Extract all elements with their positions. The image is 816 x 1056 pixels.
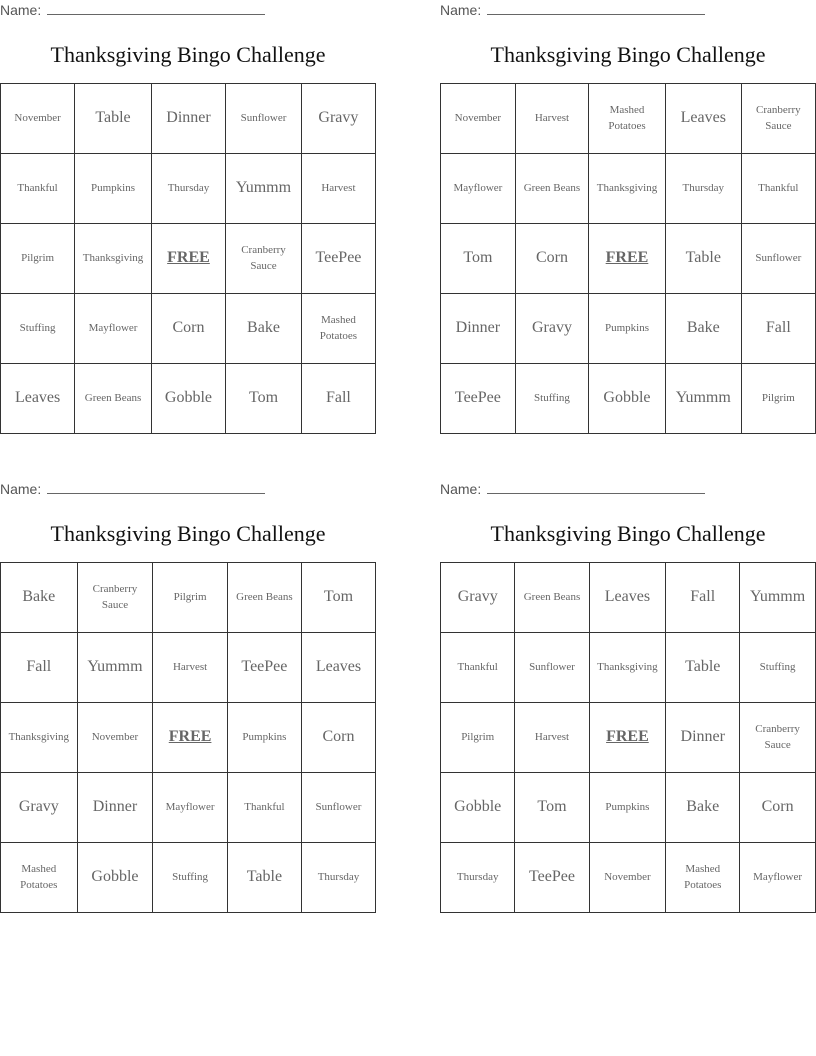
bingo-free-space[interactable]: FREE	[153, 703, 228, 773]
bingo-cell[interactable]: Gravy	[1, 773, 78, 843]
name-label: Name:	[440, 481, 482, 497]
bingo-cell[interactable]: Gobble	[589, 364, 666, 434]
bingo-cell[interactable]: Table	[75, 84, 152, 154]
bingo-row	[441, 84, 816, 154]
bingo-cell[interactable]: Gobble	[77, 843, 153, 913]
bingo-cell[interactable]: TeePee	[301, 224, 375, 294]
bingo-cell[interactable]: TeePee	[227, 633, 301, 703]
bingo-cell[interactable]: Thankful	[1, 154, 75, 224]
bingo-cell[interactable]: Bake	[666, 773, 740, 843]
bingo-cell[interactable]: Gravy	[301, 84, 375, 154]
bingo-free-space[interactable]: FREE	[151, 224, 225, 294]
bingo-cell[interactable]: Tom	[226, 364, 302, 434]
bingo-cell[interactable]: TeePee	[515, 843, 589, 913]
bingo-row	[1, 154, 376, 224]
bingo-row	[1, 364, 376, 434]
bingo-cell[interactable]: Thanksgiving	[75, 224, 152, 294]
bingo-cell[interactable]: Leaves	[589, 563, 666, 633]
bingo-cell[interactable]: Thursday	[301, 843, 375, 913]
bingo-cell[interactable]: Table	[227, 843, 301, 913]
bingo-cell[interactable]: Mashed Potatoes	[1, 843, 78, 913]
bingo-cell[interactable]: Stuffing	[740, 633, 816, 703]
bingo-cell[interactable]: Corn	[740, 773, 816, 843]
bingo-cell[interactable]: Mayflower	[75, 294, 152, 364]
bingo-cell[interactable]: Pumpkins	[589, 294, 666, 364]
bingo-cell[interactable]: Pumpkins	[227, 703, 301, 773]
bingo-cell[interactable]: Green Beans	[515, 563, 589, 633]
bingo-cell[interactable]: Thankful	[741, 154, 815, 224]
name-blank-line[interactable]	[487, 479, 705, 494]
bingo-row	[441, 294, 816, 364]
bingo-cell[interactable]: Mashed Potatoes	[589, 84, 666, 154]
bingo-cell[interactable]: Table	[666, 633, 740, 703]
bingo-cell[interactable]: Sunflower	[301, 773, 375, 843]
bingo-cell[interactable]: Fall	[1, 633, 78, 703]
bingo-cell[interactable]: Corn	[515, 224, 588, 294]
bingo-row	[441, 703, 816, 773]
bingo-row	[441, 843, 816, 913]
bingo-row	[1, 843, 376, 913]
card-title: Thanksgiving Bingo Challenge	[50, 42, 326, 67]
bingo-cell[interactable]: Tom	[515, 773, 589, 843]
bingo-cell[interactable]: Cranberry Sauce	[226, 224, 302, 294]
bingo-cell[interactable]: Mayflower	[441, 154, 516, 224]
bingo-cell[interactable]: Pilgrim	[441, 703, 515, 773]
bingo-cell[interactable]: Bake	[1, 563, 78, 633]
bingo-cell[interactable]: Fall	[666, 563, 740, 633]
bingo-cell[interactable]: Tom	[441, 224, 516, 294]
bingo-cell[interactable]: Gravy	[441, 563, 515, 633]
card-title: Thanksgiving Bingo Challenge	[490, 42, 766, 67]
bingo-cell[interactable]: Mayflower	[740, 843, 816, 913]
bingo-cell[interactable]: Corn	[151, 294, 225, 364]
bingo-cell[interactable]: Thursday	[441, 843, 515, 913]
bingo-cell[interactable]: November	[441, 84, 516, 154]
name-label: Name:	[0, 2, 42, 18]
bingo-cell[interactable]: Leaves	[301, 633, 375, 703]
bingo-cell[interactable]: Dinner	[441, 294, 516, 364]
bingo-row	[1, 703, 376, 773]
bingo-cell[interactable]: Bake	[665, 294, 741, 364]
bingo-cell[interactable]: Mashed Potatoes	[301, 294, 375, 364]
bingo-cell[interactable]: Gravy	[515, 294, 588, 364]
bingo-row	[1, 633, 376, 703]
bingo-cell[interactable]: Thanksgiving	[589, 633, 666, 703]
name-field[interactable]	[440, 0, 705, 20]
bingo-cell[interactable]: Sunflower	[741, 224, 815, 294]
bingo-cell[interactable]: Harvest	[301, 154, 375, 224]
bingo-cell[interactable]: November	[1, 84, 75, 154]
bingo-cell[interactable]: Cranberry Sauce	[741, 84, 815, 154]
name-field[interactable]	[0, 0, 265, 20]
bingo-cell[interactable]: Thanksgiving	[1, 703, 78, 773]
bingo-cell[interactable]: Thursday	[151, 154, 225, 224]
bingo-cell[interactable]: Cranberry Sauce	[740, 703, 816, 773]
bingo-cell[interactable]: Bake	[226, 294, 302, 364]
bingo-cell[interactable]: Tom	[301, 563, 375, 633]
bingo-cell[interactable]: Stuffing	[153, 843, 228, 913]
bingo-cell[interactable]: Green Beans	[515, 154, 588, 224]
bingo-cell[interactable]: Pilgrim	[1, 224, 75, 294]
bingo-row	[441, 773, 816, 843]
bingo-free-space[interactable]: FREE	[589, 703, 666, 773]
bingo-row	[1, 294, 376, 364]
card-title: Thanksgiving Bingo Challenge	[50, 521, 326, 546]
bingo-cell[interactable]: November	[77, 703, 153, 773]
bingo-cell[interactable]: Pumpkins	[589, 773, 666, 843]
name-field[interactable]	[440, 479, 705, 499]
bingo-cell[interactable]: Dinner	[77, 773, 153, 843]
bingo-cell[interactable]: Green Beans	[227, 563, 301, 633]
bingo-row	[441, 364, 816, 434]
bingo-cell[interactable]: Thankful	[441, 633, 515, 703]
bingo-row	[441, 154, 816, 224]
bingo-cell[interactable]: Thankful	[227, 773, 301, 843]
bingo-cell[interactable]: Green Beans	[75, 364, 152, 434]
bingo-cell[interactable]: Stuffing	[515, 364, 588, 434]
bingo-cell[interactable]: Fall	[741, 294, 815, 364]
name-blank-line[interactable]	[487, 0, 705, 15]
name-label: Name:	[440, 2, 482, 18]
bingo-grid	[0, 562, 376, 913]
bingo-cell[interactable]: Yummm	[740, 563, 816, 633]
bingo-cell[interactable]: Harvest	[153, 633, 228, 703]
bingo-cell[interactable]: Pilgrim	[153, 563, 228, 633]
bingo-grid	[0, 83, 376, 434]
card-title: Thanksgiving Bingo Challenge	[490, 521, 766, 546]
name-blank-line[interactable]	[47, 479, 265, 494]
bingo-cell[interactable]: Leaves	[665, 84, 741, 154]
bingo-cell[interactable]: Thanksgiving	[589, 154, 666, 224]
bingo-cell[interactable]: Gobble	[441, 773, 515, 843]
bingo-cell[interactable]: Mayflower	[153, 773, 228, 843]
bingo-cell[interactable]: Dinner	[151, 84, 225, 154]
bingo-cell[interactable]: Dinner	[666, 703, 740, 773]
bingo-cell[interactable]: Fall	[301, 364, 375, 434]
bingo-row	[1, 224, 376, 294]
bingo-cell[interactable]: TeePee	[441, 364, 516, 434]
bingo-row	[441, 563, 816, 633]
bingo-row	[441, 633, 816, 703]
bingo-cell[interactable]: Harvest	[515, 84, 588, 154]
bingo-cell[interactable]: Pumpkins	[75, 154, 152, 224]
bingo-cell[interactable]: Harvest	[515, 703, 589, 773]
bingo-grid	[440, 562, 816, 913]
bingo-cell[interactable]: Leaves	[1, 364, 75, 434]
bingo-cell[interactable]: November	[589, 843, 666, 913]
bingo-cell[interactable]: Yummm	[665, 364, 741, 434]
bingo-cell[interactable]: Pilgrim	[741, 364, 815, 434]
name-label: Name:	[0, 481, 42, 497]
bingo-cell[interactable]: Stuffing	[1, 294, 75, 364]
bingo-cell[interactable]: Corn	[301, 703, 375, 773]
bingo-cell[interactable]: Sunflower	[226, 84, 302, 154]
bingo-row	[1, 773, 376, 843]
bingo-cell[interactable]: Gobble	[151, 364, 225, 434]
bingo-free-space[interactable]: FREE	[589, 224, 666, 294]
bingo-cell[interactable]: Cranberry Sauce	[77, 563, 153, 633]
bingo-row	[441, 224, 816, 294]
bingo-cell[interactable]: Mashed Potatoes	[666, 843, 740, 913]
bingo-cell[interactable]: Yummm	[77, 633, 153, 703]
bingo-grid	[440, 83, 816, 434]
bingo-cell[interactable]: Thursday	[665, 154, 741, 224]
name-field[interactable]	[0, 479, 265, 499]
bingo-cell[interactable]: Yummm	[226, 154, 302, 224]
name-blank-line[interactable]	[47, 0, 265, 15]
bingo-cell[interactable]: Sunflower	[515, 633, 589, 703]
bingo-row	[1, 563, 376, 633]
bingo-cell[interactable]: Table	[665, 224, 741, 294]
bingo-row	[1, 84, 376, 154]
